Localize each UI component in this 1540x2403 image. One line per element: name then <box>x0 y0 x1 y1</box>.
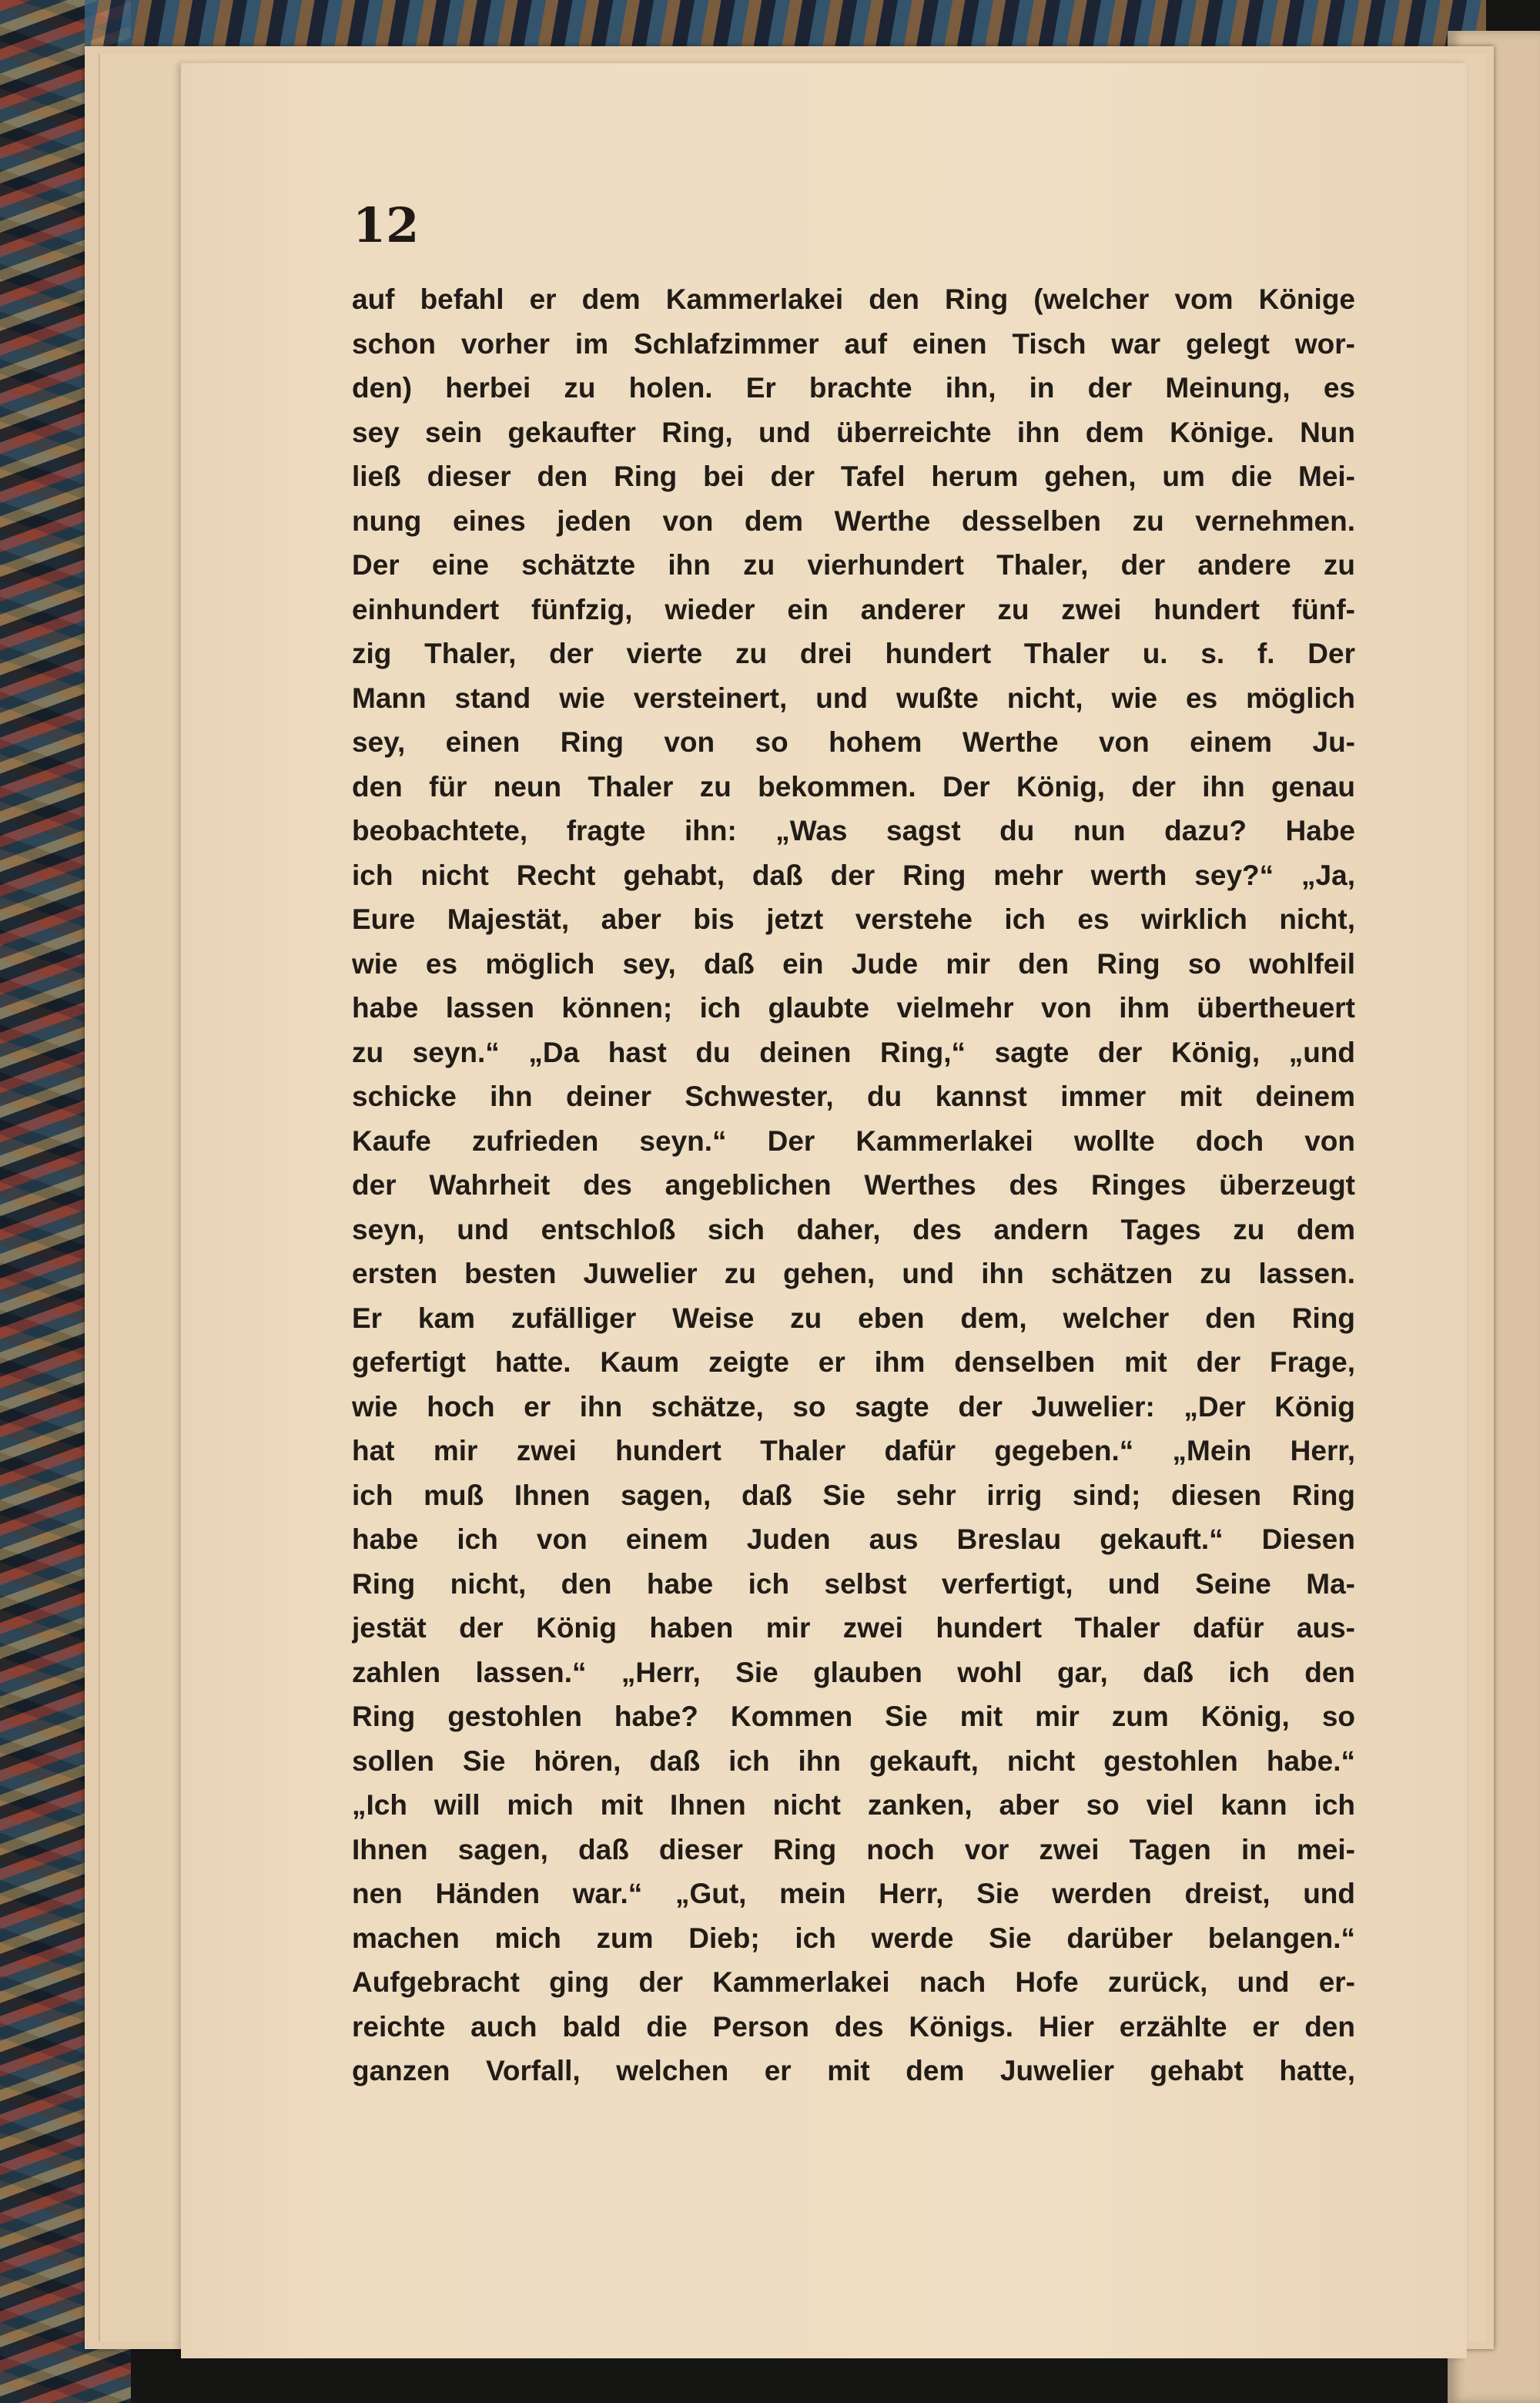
text-line: Mann stand wie versteinert, und wußte nicht, wie es möglich <box>352 682 1355 714</box>
text-line: gefertigt hatte. Kaum zeigte er ihm denselben mit der Frage, <box>352 1346 1355 1378</box>
text-line: ließ dieser den Ring bei der Tafel herum gehen, um die Mei- <box>352 461 1355 492</box>
text-line: ich muß Ihnen sagen, daß Sie sehr irrig sind; diesen Ring <box>352 1479 1355 1511</box>
text-line: Aufgebracht ging der Kammerlakei nach Hofe zurück, und er- <box>352 1966 1355 1998</box>
text-line: auf befahl er dem Kammerlakei den Ring (welcher vom Könige <box>352 283 1355 315</box>
text-line: wie es möglich sey, daß ein Jude mir den Ring so wohlfeil <box>352 947 1355 980</box>
text-line: habe lassen können; ich glaubte vielmehr von ihm übertheuert <box>352 992 1355 1024</box>
text-line: hat mir zwei hundert Thaler dafür gegeben.“ „Mein Herr, <box>352 1435 1355 1466</box>
text-line: seyn, und entschloß sich daher, des andern Tages zu dem <box>352 1213 1355 1245</box>
text-line: reichte auch bald die Person des Königs. Hier erzählte er den <box>352 2010 1355 2043</box>
text-line: ganzen Vorfall, welchen er mit dem Juwelier gehabt hatte, <box>352 2055 1355 2086</box>
text-line: ich nicht Recht gehabt, daß der Ring mehr werth sey?“ „Ja, <box>352 859 1355 891</box>
text-line: jestät der König haben mir zwei hundert Thaler dafür aus- <box>352 1612 1355 1644</box>
text-line: sey, einen Ring von so hohem Werthe von einem Ju- <box>352 726 1355 758</box>
text-line: einhundert fünfzig, wieder ein anderer zu zwei hundert fünf- <box>352 593 1355 625</box>
text-line: den für neun Thaler zu bekommen. Der König, der ihn genau <box>352 770 1355 803</box>
body-text <box>352 277 1355 2093</box>
text-line: Kaufe zufrieden seyn.“ Der Kammerlakei wollte doch von <box>352 1124 1355 1157</box>
text-line: machen mich zum Dieb; ich werde Sie darüber belangen.“ <box>352 1922 1355 1954</box>
text-line: sey sein gekaufter Ring, und überreichte ihn dem Könige. Nun <box>352 416 1355 448</box>
text-line: nen Händen war.“ „Gut, mein Herr, Sie werden dreist, und <box>352 1878 1355 1909</box>
text-line: nung eines jeden von dem Werthe desselben zu vernehmen. <box>352 504 1355 537</box>
text-line: zu seyn.“ „Da hast du deinen Ring,“ sagte der König, „und <box>352 1036 1355 1068</box>
text-line: wie hoch er ihn schätze, so sagte der Juwelier: „Der König <box>352 1390 1355 1423</box>
text-line: zig Thaler, der vierte zu drei hundert Thaler u. s. f. Der <box>352 638 1355 669</box>
text-line: schon vorher im Schlafzimmer auf einen Tisch war gelegt wor- <box>352 327 1355 360</box>
page-number: 12 <box>353 197 420 253</box>
text-line: den) herbei zu holen. Er brachte ihn, in der Meinung, es <box>352 372 1355 404</box>
text-line: Er kam zufälliger Weise zu eben dem, welcher den Ring <box>352 1302 1355 1334</box>
text-line: Eure Majestät, aber bis jetzt verstehe ich es wirklich nicht, <box>352 903 1355 935</box>
text-line: Ihnen sagen, daß dieser Ring noch vor zwei Tagen in mei- <box>352 1833 1355 1865</box>
text-line: sollen Sie hören, daß ich ihn gekauft, nicht gestohlen habe.“ <box>352 1744 1355 1777</box>
text-line: der Wahrheit des angeblichen Werthes des Ringes überzeugt <box>352 1169 1355 1201</box>
text-line: schicke ihn deiner Schwester, du kannst immer mit deinem <box>352 1081 1355 1112</box>
text-line: Ring gestohlen habe? Kommen Sie mit mir zum König, so <box>352 1701 1355 1732</box>
text-line: ersten besten Juwelier zu gehen, und ihn schätzen zu lassen. <box>352 1258 1355 1289</box>
text-line: zahlen lassen.“ „Herr, Sie glauben wohl gar, daß ich den <box>352 1656 1355 1688</box>
text-line: „Ich will mich mit Ihnen nicht zanken, aber so viel kann ich <box>352 1789 1355 1821</box>
text-line: Der eine schätzte ihn zu vierhundert Thaler, der andere zu <box>352 549 1355 581</box>
text-line: habe ich von einem Juden aus Breslau gekauft.“ Diesen <box>352 1523 1355 1555</box>
text-line: beobachtete, fragte ihn: „Was sagst du nun dazu? Habe <box>352 815 1355 846</box>
text-line: Ring nicht, den habe ich selbst verfertigt, und Seine Ma- <box>352 1567 1355 1600</box>
